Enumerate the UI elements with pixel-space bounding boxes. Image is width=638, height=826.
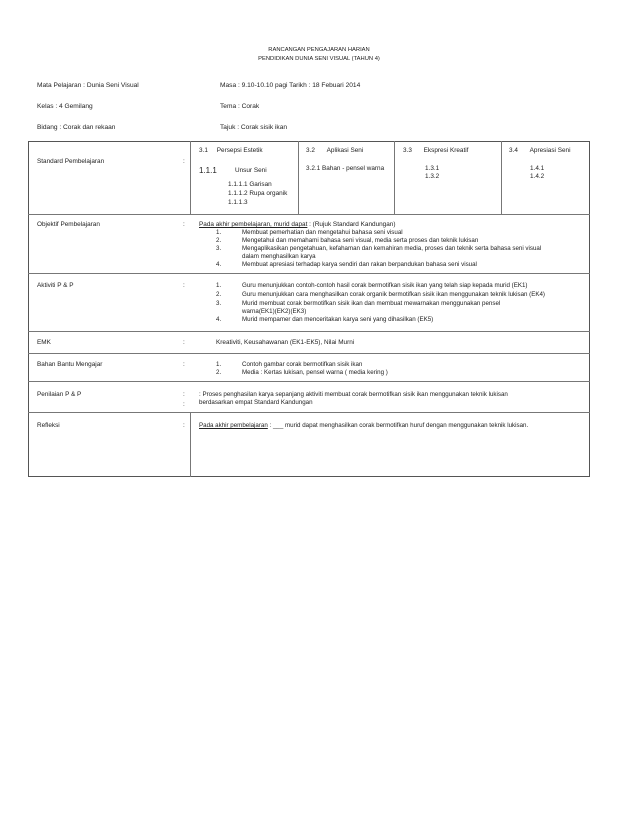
colon: : (183, 158, 185, 165)
colon: : (183, 282, 185, 289)
list-item (216, 282, 527, 289)
standard-col2-num: 3.2 (306, 147, 315, 154)
standard-col4-num: 3.4 (509, 147, 518, 154)
colon: : (183, 221, 185, 228)
standard-col3-head (403, 147, 468, 154)
row-divider (28, 353, 590, 354)
standard-col4-item: 1.4.2 (530, 173, 545, 180)
item-text: Guru menunjukkan contoh-contoh hasil corak bermotifkan sisik ikan yang telah siap kepada murid (EK1) (242, 282, 528, 289)
row-divider (28, 412, 590, 413)
list-item (216, 261, 477, 268)
page-title: RANCANGAN PENGAJARAN HARIAN (268, 47, 370, 53)
row-divider (28, 381, 590, 382)
cell-divider (190, 141, 191, 214)
objektif-intro (199, 221, 395, 228)
item-text: Membuat pemerhatian dan mengetahui bahasa seni visual (242, 229, 403, 236)
objektif-label: Objektif Pembelajaran (37, 221, 100, 228)
tajuk: Tajuk : Corak sisik ikan (220, 124, 288, 131)
standard-col3-title: Ekspresi Kreatif (423, 147, 469, 154)
standard-col4-head (509, 147, 571, 154)
standard-col1-head (199, 147, 263, 154)
item-number: 4. (216, 316, 222, 323)
standard-col4-title: Apresiasi Seni (529, 147, 571, 154)
list-item (216, 245, 541, 252)
page-subtitle: PENDIDIKAN DUNIA SENI VISUAL (TAHUN 4) (258, 56, 380, 62)
objektif-intro-underlined: Pada akhir pembelajaran, murid dapat (199, 221, 308, 228)
refleksi-underlined: Pada akhir pembelajaran (199, 422, 268, 429)
item-number: 1. (216, 361, 222, 368)
item-number: 1. (216, 282, 222, 289)
item-text: Mengaplikasikan pengetahuan, kefahaman dan kemahiran media, proses dan teknik serta bahasa seni visual (242, 245, 542, 252)
item-number: 4. (216, 261, 222, 268)
cell-divider (190, 413, 191, 477)
bidang: Bidang : Corak dan rekaan (37, 124, 116, 131)
standard-col3-item: 1.3.2 (425, 173, 440, 180)
emk-value: Kreativiti, Keusahawanan (EK1-EK5), Nilai Murni (216, 339, 355, 346)
standard-col1-item: 1.1.1.3 (228, 199, 248, 206)
item-number: 2. (216, 369, 222, 376)
refleksi-rest: : ___ murid dapat menghasilkan corak bermotifkan huruf dengan menggunakan teknik lukisan. (267, 422, 529, 429)
cell-divider (394, 141, 395, 214)
standard-col1-sub: Unsur Seni (235, 167, 267, 174)
list-item (216, 316, 433, 323)
standard-col2-sub: 3.2.1 Bahan - pensel warna (306, 165, 385, 172)
list-item (216, 291, 545, 298)
standard-label: Standard Pembelajaran (37, 158, 105, 165)
list-item (216, 308, 306, 315)
aktiviti-label: Aktiviti P & P (37, 282, 74, 289)
item-number: 1. (216, 229, 222, 236)
item-text: dalam menghasilkan karya (242, 253, 316, 260)
list-item (216, 253, 316, 260)
item-number: 2. (216, 291, 222, 298)
item-number: 2. (216, 237, 222, 244)
colon: : (183, 391, 185, 398)
list-item (216, 229, 403, 236)
penilaian-line: : Proses penghasilan karya sepanjang aktiviti membuat corak bermotifkan sisik ikan menggunakan teknik lukisan (199, 391, 508, 398)
kelas: Kelas : 4 Gemilang (37, 103, 93, 110)
item-number: 3. (216, 245, 222, 252)
colon: : (183, 361, 185, 368)
item-text: Murid membuat corak bermotifkan sisik ikan dan membuat mewarnakan menggunakan pensel (242, 300, 501, 307)
item-text: Murid mempamer dan menceritakan karya seni yang dihasilkan (EK5) (242, 316, 434, 323)
standard-col2-head (306, 147, 363, 154)
mata-pelajaran: Mata Pelajaran : Dunia Seni Visual (37, 82, 139, 89)
list-item (216, 237, 478, 244)
row-divider (28, 331, 590, 332)
standard-col2-title: Aplikasi Seni (326, 147, 364, 154)
tema: Tema : Corak (220, 103, 260, 110)
item-text: Media : Kertas lukisan, pensel warna ( media kering ) (242, 369, 388, 376)
list-item (216, 300, 500, 307)
penilaian-label: Penilaian P & P (37, 391, 82, 398)
standard-col1-title: Persepsi Estetik (216, 147, 263, 154)
emk-label: EMK (37, 339, 51, 346)
masa-tarikh: Masa : 9.10-10.10 pagi Tarikh : 18 Febuari 2014 (220, 82, 361, 89)
refleksi-text (199, 422, 528, 429)
colon: : (183, 422, 185, 429)
item-text: Membuat apresiasi terhadap karya sendiri dan rakan berpandukan bahasa seni visual (242, 261, 477, 268)
item-text: warna(EK1)(EK2)(EK3) (242, 308, 307, 315)
item-number: 3. (216, 300, 222, 307)
standard-col3-item: 1.3.1 (425, 165, 440, 172)
standard-col3-num: 3.3 (403, 147, 412, 154)
standard-col1-subnum: 1.1.1 (199, 166, 217, 175)
list-item (216, 361, 362, 368)
standard-col1-item: 1.1.1.1 Garisan (228, 181, 272, 188)
standard-col1-num: 3.1 (199, 147, 208, 154)
item-text: Guru menunjukkan cara menghasilkan corak organik bermotifkan sisik ikan menggunakan teknik lukisan (EK4) (242, 291, 545, 298)
row-divider (28, 214, 590, 215)
colon: : (183, 401, 185, 408)
objektif-intro-rest: : (Rujuk Standard Kandungan) (307, 221, 396, 228)
penilaian-line: berdasarkan empat Standard Kandungan (199, 399, 313, 406)
item-text: Mengetahui dan memahami bahasa seni visual, media serta proses dan teknik lukisan (242, 237, 479, 244)
row-divider (28, 273, 590, 274)
bahan-label: Bahan Bantu Mengajar (37, 361, 103, 368)
standard-col4-item: 1.4.1 (530, 165, 545, 172)
item-text: Contoh gambar corak bermotifkan sisik ikan (242, 361, 363, 368)
standard-col1-item: 1.1.1.2 Rupa organik (228, 190, 288, 197)
cell-divider (501, 141, 502, 214)
colon: : (183, 339, 185, 346)
list-item (216, 369, 388, 376)
refleksi-label: Refleksi (37, 422, 60, 429)
cell-divider (298, 141, 299, 214)
